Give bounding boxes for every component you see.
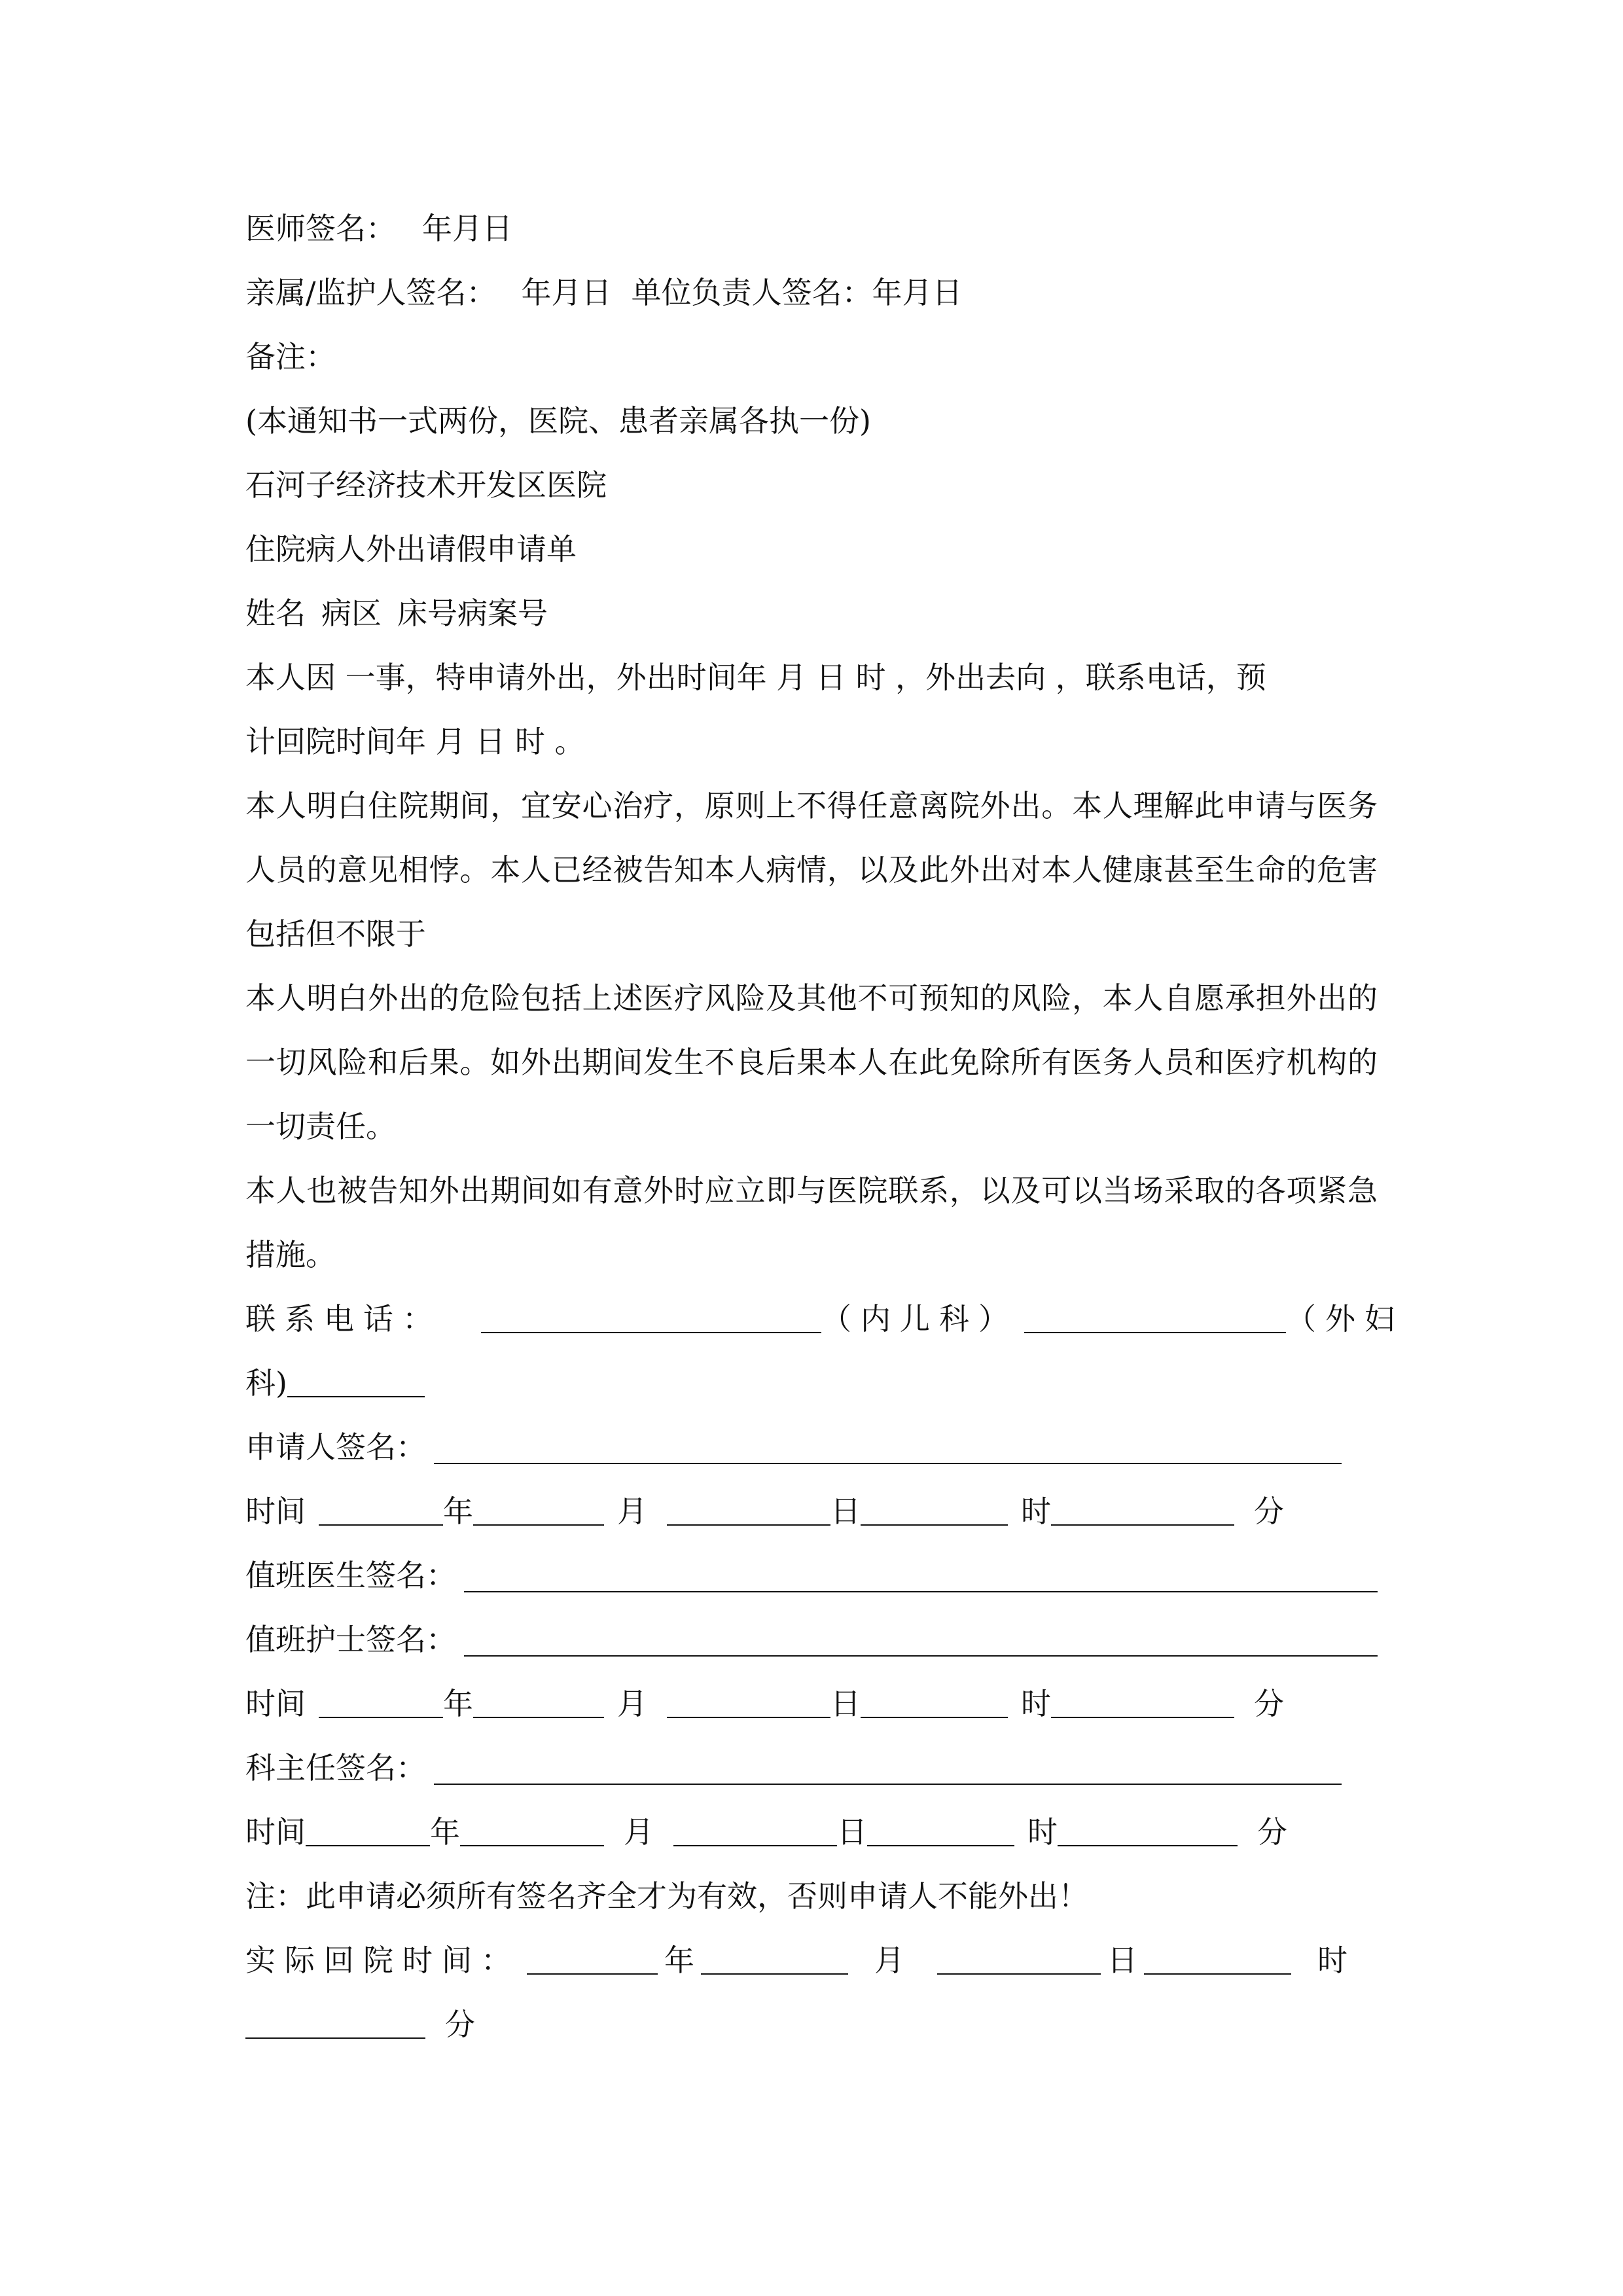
minute-unit: 分 [1254,1686,1284,1721]
minute-unit: 分 [1257,1814,1287,1850]
hour-blank[interactable] [861,1684,1008,1718]
name-label: 姓名 [245,596,306,631]
month-unit: 月 [617,1494,647,1529]
day-unit: 日 [830,1686,861,1721]
month-unit: 月 [874,1943,904,1978]
patient-fields-line [245,581,1378,645]
paragraph-1-line-1: 本人因 一事，特申请外出，外出时间年 月 日 时 ，外出去向 ，联系电话，预 [245,660,1266,695]
day-unit: 日 [1107,1943,1137,1978]
bed-label: 床号病案号 [397,596,548,631]
day-blank[interactable] [667,1684,830,1718]
relative-sign-label: 亲属/监护人签名： [245,275,497,310]
duty-nurse-sign-label: 值班护士签名： [245,1622,456,1657]
time-label: 时间 [245,1494,306,1529]
actual-return-label: 实际回院时间： [245,1943,520,1978]
day-blank[interactable] [667,1492,830,1526]
applicant-sign-blank[interactable] [434,1430,1342,1464]
minute-blank[interactable] [1058,1812,1238,1846]
validity-notice: 注：此申请必须所有签名齐全才为有效，否则申请人不能外出！ [245,1878,1088,1914]
copies-note: (本通知书一式两份，医院、患者亲属各执一份) [245,403,871,439]
time-label: 时间 [245,1814,306,1850]
month-unit: 月 [617,1686,647,1721]
hour-blank[interactable] [867,1812,1014,1846]
phone-external-label: （外妇 [1286,1301,1404,1336]
day-blank[interactable] [673,1812,837,1846]
year-blank[interactable] [319,1684,443,1718]
phone-line-2 [245,1351,1378,1415]
phone-internal-blank[interactable] [481,1299,821,1333]
doctor-sign-label: 医师签名： [245,211,396,246]
year-unit: 年 [430,1814,460,1850]
phone-external-number-blank[interactable] [287,1363,425,1397]
duty-doctor-signature-row [245,1543,1378,1607]
day-unit: 日 [830,1494,861,1529]
hour-blank[interactable] [861,1492,1008,1526]
day-unit: 日 [837,1814,867,1850]
year-blank[interactable] [306,1812,430,1846]
hour-unit: 时 [1021,1494,1051,1529]
minute-blank[interactable] [1051,1492,1234,1526]
phone-label: 联系电话： [245,1301,442,1336]
nurse-time-line [245,1672,1378,1736]
relative-signature-line [245,260,1378,325]
return-year-blank[interactable] [527,1941,658,1975]
phone-internal-label: （内儿科） [821,1301,1018,1336]
director-time-line [245,1800,1378,1864]
year-unit: 年 [664,1943,694,1978]
return-minute-blank[interactable] [245,2005,425,2039]
actual-return-line [245,1928,1378,1992]
year-unit: 年 [443,1494,473,1529]
phone-external-end: 科) [245,1365,287,1401]
paragraph-4: 本人也被告知外出期间如有意外时应立即与医院联系，以及可以当场采取的各项紧急措施。 [245,1173,1378,1272]
paragraph-1-line-2: 计回院时间年 月 日 时 。 [245,724,585,759]
paragraph-3: 本人明白外出的危险包括上述医疗风险及其他不可预知的风险，本人自愿承担外出的一切风险和后果。如外出期间发生不良后果本人在此免除所有医务人员和医疗机构的一切责任。 [245,980,1378,1144]
month-blank[interactable] [460,1812,604,1846]
paragraph-2: 本人明白住院期间，宜安心治疗，原则上不得任意离院外出。本人理解此申请与医务人员的意见相悖。本人已经被告知本人病情，以及此外出对本人健康甚至生命的危害包括但不限于 [245,788,1378,952]
applicant-signature-row [245,1415,1342,1479]
director-signature-row [245,1736,1342,1800]
applicant-time-line [245,1479,1378,1543]
month-blank[interactable] [473,1684,604,1718]
ward-label: 病区 [321,596,382,631]
duty-nurse-signature-row [245,1607,1378,1672]
month-blank[interactable] [473,1492,604,1526]
hour-unit: 时 [1317,1943,1347,1978]
date-ymd: 年月日 [422,211,512,246]
return-day-blank[interactable] [937,1941,1101,1975]
hospital-name: 石河子经济技术开发区医院 [245,467,607,503]
duty-nurse-sign-blank[interactable] [464,1623,1378,1657]
remark-label: 备注： [245,339,336,374]
time-label: 时间 [245,1686,306,1721]
year-blank[interactable] [319,1492,443,1526]
month-unit: 月 [624,1814,654,1850]
applicant-sign-label: 申请人签名： [245,1429,426,1465]
return-month-blank[interactable] [701,1941,848,1975]
phone-line [245,1287,1404,1351]
director-sign-label: 科主任签名： [245,1750,426,1785]
hour-unit: 时 [1021,1686,1051,1721]
phone-external-blank[interactable] [1024,1299,1286,1333]
form-title: 住院病人外出请假申请单 [245,531,577,567]
hour-unit: 时 [1027,1814,1058,1850]
return-hour-blank[interactable] [1144,1941,1291,1975]
duty-doctor-sign-label: 值班医生签名： [245,1558,456,1593]
doctor-signature-line [245,196,1378,260]
year-unit: 年 [443,1686,473,1721]
document-page [245,196,1404,2056]
duty-doctor-sign-blank[interactable] [464,1558,1378,1592]
unit-sign-label: 单位负责人签名：年月日 [631,275,963,310]
minute-unit: 分 [1254,1494,1284,1529]
minute-unit: 分 [445,2007,475,2042]
director-sign-blank[interactable] [434,1751,1342,1785]
minute-blank[interactable] [1051,1684,1234,1718]
date-ymd: 年月日 [521,275,612,310]
actual-return-line-2 [245,1992,1378,2056]
